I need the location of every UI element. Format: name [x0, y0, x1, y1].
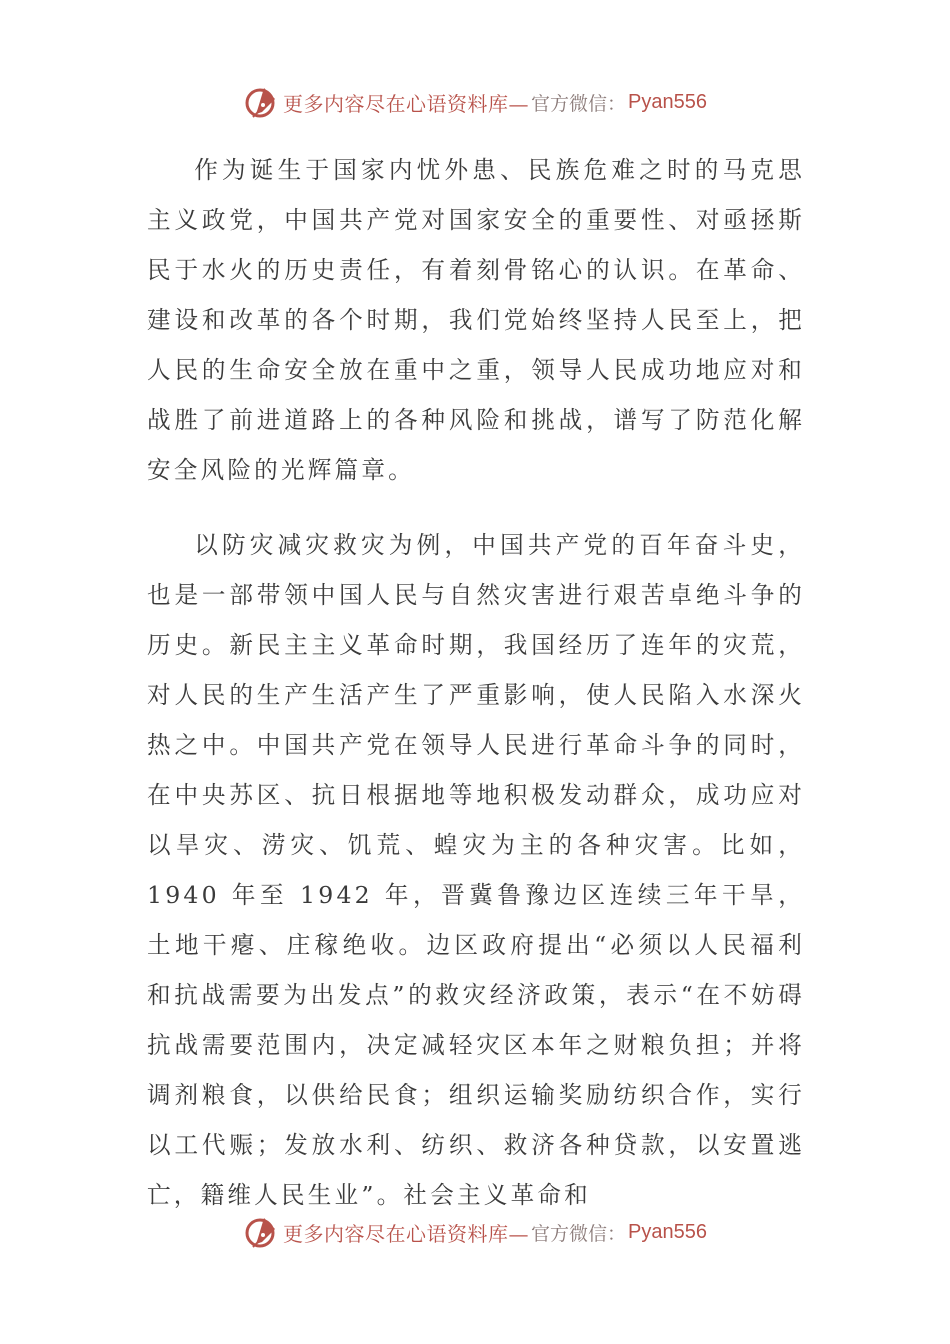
header-wechat-label: 官方微信：	[531, 92, 627, 115]
page-header-banner	[0, 82, 950, 122]
header-promo-text: 更多内容尽在心语资料库—	[283, 91, 529, 116]
pen-nib-circle-icon	[243, 1215, 277, 1249]
footer-promo-text: 更多内容尽在心语资料库—	[283, 1221, 529, 1246]
footer-wechat-label: 官方微信：	[531, 1222, 627, 1245]
page-footer-banner	[0, 1212, 950, 1252]
paragraph-1: 作为诞生于国家内忧外患、民族危难之时的马克思主义政党，中国共产党对国家安全的重要性、对亟拯斯民于水火的历史责任，有着刻骨铭心的认识。在革命、建设和改革的各个时期，我们党始终坚持人民至上，把人民的生命安全放在重中之重，领导人民成功地应对和战胜了前进道路上的各种风险和挑战，谱写了防范化解安全风险的光辉篇章。	[147, 156, 805, 484]
header-wechat-id: Pyan556	[628, 90, 707, 113]
document-body	[147, 145, 805, 1220]
footer-wechat-id: Pyan556	[628, 1220, 707, 1243]
paragraph-2: 以防灾减灾救灾为例，中国共产党的百年奋斗史，也是一部带领中国人民与自然灾害进行艰苦卓绝斗争的历史。新民主主义革命时期，我国经历了连年的灾荒，对人民的生产生活产生了严重影响，使人民陷入水深火热之中。中国共产党在领导人民进行革命斗争的同时，在中央苏区、抗日根据地等地积极发动群众，成功应对以旱灾、涝灾、饥荒、蝗灾为主的各种灾害。比如，1940 年至 1942 年，晋冀鲁豫边区连续三年干旱，土地干瘪、庄稼绝收。边区政府提出“必须以人民福利和抗战需要为出发点”的救灾经济政策，表示“在不妨碍抗战需要范围内，决定减轻灾区本年之财粮负担；并将调剂粮食，以供给民食；组织运输奖励纺织合作，实行以工代赈；发放水利、纺织、救济各种贷款，以安置逃亡，籍维人民生业”。社会主义革命和	[147, 531, 805, 1209]
pen-nib-circle-icon	[243, 85, 277, 119]
